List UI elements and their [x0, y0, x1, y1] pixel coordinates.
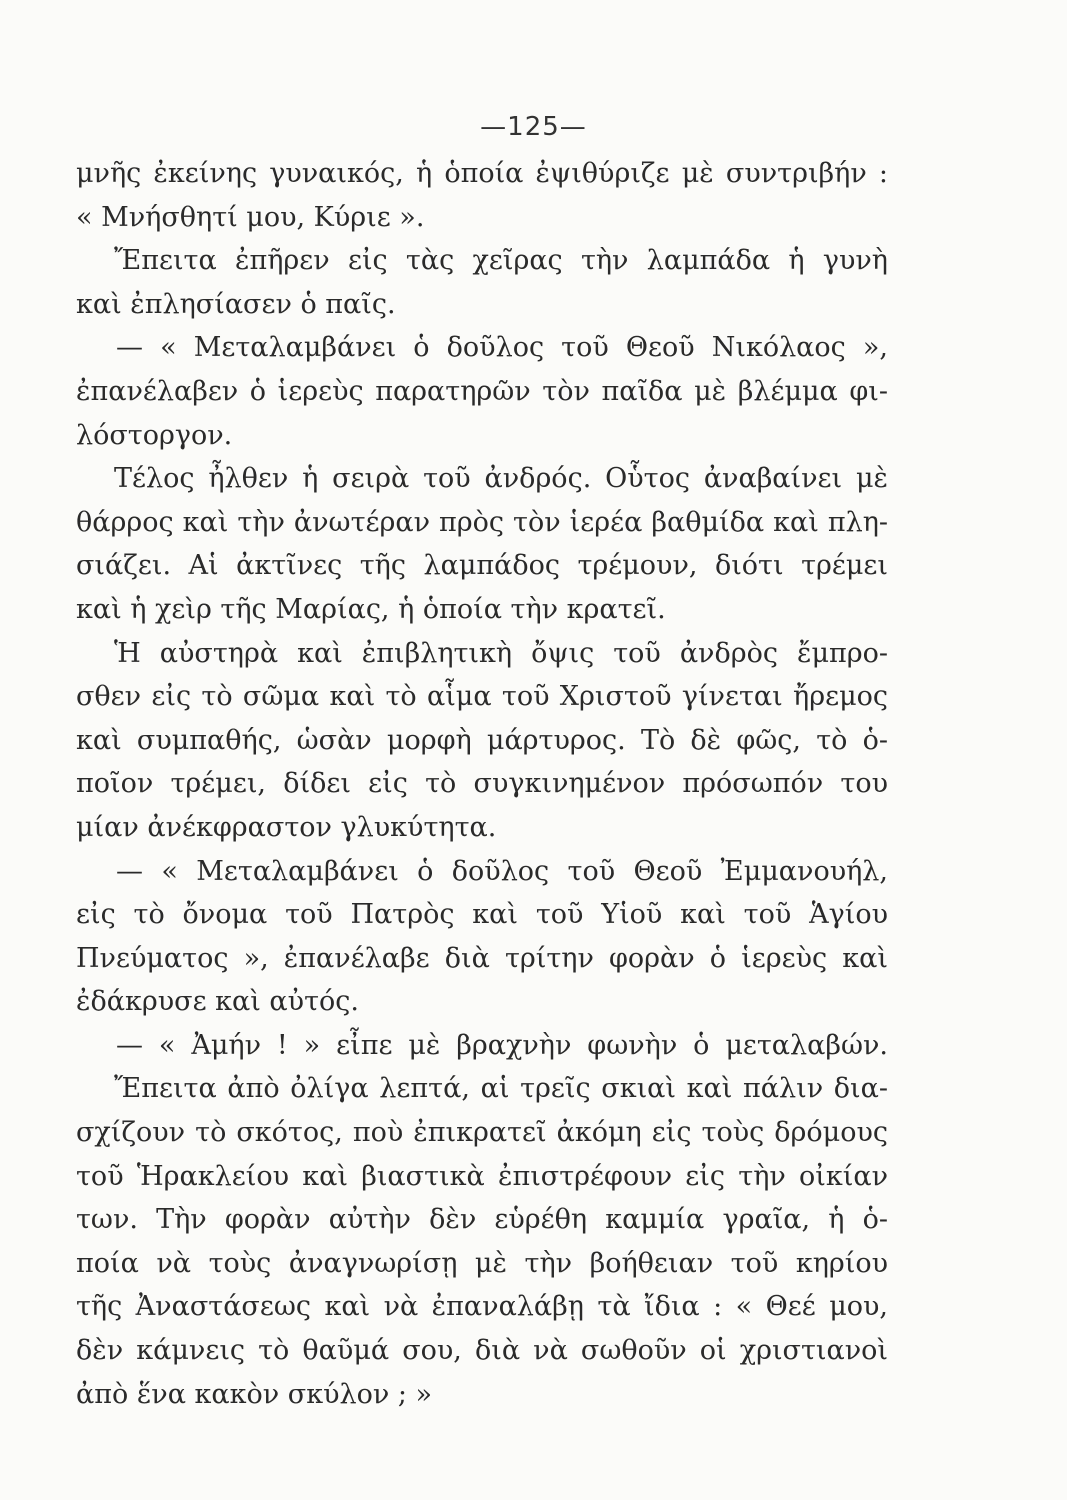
text-line: τοῦ Ἡρακλείου καὶ βιαστικὰ ἐπιστρέφουν εἰς τὴν οἰκίαν	[76, 1160, 888, 1192]
text-line: — « Μεταλαμβάνει ὁ δοῦλος τοῦ Θεοῦ Νικόλαος »,	[116, 332, 888, 364]
text-line: ἐπανέλαβεν ὁ ἱερεὺς παρατηρῶν τὸν παῖδα μὲ βλέμμα φι-	[76, 375, 888, 407]
text-line: τῆς Ἀναστάσεως καὶ νὰ ἐπαναλάβῃ τὰ ἴδια : « Θεέ μου,	[76, 1291, 888, 1323]
text-line: δὲν κάμνεις τὸ θαῦμά σου, διὰ νὰ σωθοῦν οἱ χριστιανοὶ	[76, 1335, 888, 1367]
text-line: Ἔπειτα ἀπὸ ὀλίγα λεπτά, αἱ τρεῖς σκιαὶ καὶ πάλιν δια-	[114, 1073, 888, 1105]
text-line: των. Τὴν φορὰν αὐτὴν δὲν εὑρέθη καμμία γραῖα, ἡ ὁ-	[76, 1204, 888, 1236]
body-text	[76, 152, 888, 1416]
text-line: Ἡ αὐστηρὰ καὶ ἐπιβλητικὴ ὄψις τοῦ ἀνδρὸς ἔμπρο-	[114, 637, 888, 669]
page-number: —125—	[480, 112, 587, 142]
text-line: Ἔπειτα ἐπῆρεν εἰς τὰς χεῖρας τὴν λαμπάδα ἡ γυνὴ	[114, 245, 888, 277]
text-line: ποῖον τρέμει, δίδει εἰς τὸ συγκινημένον πρόσωπόν του	[76, 768, 888, 800]
text-line: — « Ἀμήν ! » εἶπε μὲ βραχνὴν φωνὴν ὁ μεταλαβών.	[116, 1029, 888, 1061]
text-line: σιάζει. Αἱ ἀκτῖνες τῆς λαμπάδος τρέμουν, διότι τρέμει	[76, 550, 888, 582]
text-line: ἀπὸ ἕνα κακὸν σκύλον ; »	[76, 1378, 433, 1410]
text-line: Τέλος ἦλθεν ἡ σειρὰ τοῦ ἀνδρός. Οὗτος ἀναβαίνει μὲ	[114, 463, 888, 495]
text-line: « Μνήσθητί μου, Κύριε ».	[76, 201, 425, 233]
text-line: καὶ συμπαθής, ὡσὰν μορφὴ μάρτυρος. Τὸ δὲ φῶς, τὸ ὁ-	[76, 724, 888, 756]
text-line: λόστοργον.	[76, 419, 233, 451]
text-line: σχίζουν τὸ σκότος, ποὺ ἐπικρατεῖ ἀκόμη εἰς τοὺς δρόμους	[76, 1117, 888, 1149]
text-line: καὶ ἡ χεὶρ τῆς Μαρίας, ἡ ὁποία τὴν κρατεῖ.	[76, 593, 666, 625]
text-line: μίαν ἀνέκφραστον γλυκύτητα.	[76, 811, 497, 843]
text-line: μνῆς ἐκείνης γυναικός, ἡ ὁποία ἐψιθύριζε μὲ συντριβήν :	[76, 158, 888, 189]
text-line: θάρρος καὶ τὴν ἀνωτέραν πρὸς τὸν ἱερέα βαθμίδα καὶ πλη-	[76, 506, 888, 538]
text-line: εἰς τὸ ὄνομα τοῦ Πατρὸς καὶ τοῦ Υἱοῦ καὶ τοῦ Ἁγίου	[76, 899, 888, 931]
text-line: ποία νὰ τοὺς ἀναγνωρίσῃ μὲ τὴν βοήθειαν τοῦ κηρίου	[76, 1247, 888, 1279]
text-line: σθεν εἰς τὸ σῶμα καὶ τὸ αἷμα τοῦ Χριστοῦ γίνεται ἤρεμος	[76, 681, 888, 713]
text-line: — « Μεταλαμβάνει ὁ δοῦλος τοῦ Θεοῦ Ἐμμανουήλ,	[116, 855, 888, 887]
text-line: καὶ ἐπλησίασεν ὁ παῖς.	[76, 288, 396, 320]
text-line: ἐδάκρυσε καὶ αὐτός.	[76, 986, 359, 1018]
text-line: Πνεύματος », ἐπανέλαβε διὰ τρίτην φορὰν ὁ ἱερεὺς καὶ	[76, 942, 888, 974]
